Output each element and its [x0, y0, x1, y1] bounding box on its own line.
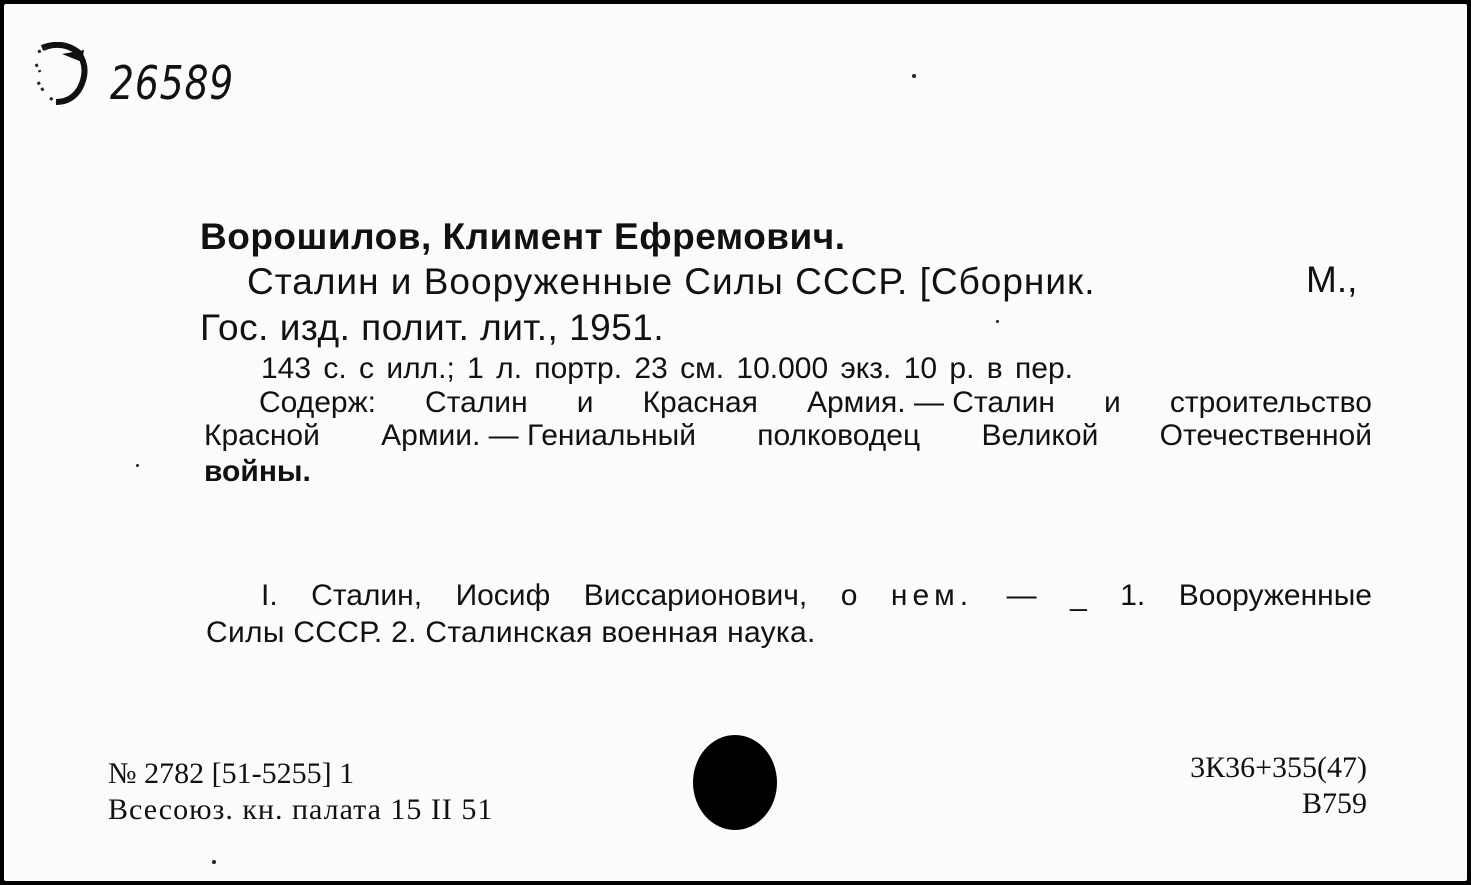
accession-number: 26589	[110, 56, 235, 110]
contents-word: Великой	[981, 419, 1099, 452]
speck	[996, 320, 999, 323]
contents-word: строительство	[1169, 386, 1372, 419]
publication-place: М.,	[1306, 259, 1358, 300]
stamp-icon	[32, 42, 90, 106]
publisher-year: Гос. изд. полит. лит., 1951.	[200, 307, 665, 348]
contents-line-3: войны.	[204, 455, 311, 488]
contents-word: и	[576, 386, 594, 419]
contents-word: Красной	[204, 419, 320, 452]
collation: 143 с. с илл.; 1 л. портр. 23 см. 10.000 экз. 10 р. в пер.	[261, 352, 1073, 385]
catalog-card	[4, 4, 1467, 881]
contents-word: полководец	[757, 419, 921, 452]
contents-word: Армия. — Сталин	[806, 386, 1055, 419]
author-heading: Ворошилов, Климент Ефремович.	[200, 216, 846, 257]
punch-hole	[693, 735, 777, 830]
speck	[912, 74, 916, 78]
subjects-line-2: Силы СССР. 2. Сталинская военная наука.	[206, 616, 816, 649]
book-chamber-stamp: Всесоюз. кн. палата 15 II 51	[108, 793, 494, 826]
subject-word: Вооруженные	[1178, 579, 1372, 612]
subject-word: Виссарионович,	[583, 579, 808, 612]
contents-word: Сталин	[425, 386, 528, 419]
speck	[212, 860, 216, 864]
subject-word: 1.	[1120, 579, 1146, 612]
subject-word: Сталин,	[311, 579, 423, 612]
subjects-line-1	[261, 579, 1372, 613]
cutter-number: В759	[1301, 787, 1367, 820]
contents-word: Армии. — Гениальный	[381, 419, 696, 452]
contents-word: и	[1103, 386, 1121, 419]
classification-code: 3К36+355(47)	[1190, 751, 1367, 784]
contents-word: Красная	[642, 386, 758, 419]
subject-word: Иосиф	[455, 579, 551, 612]
speck	[136, 464, 139, 467]
record-number: № 2782 [51-5255] 1	[108, 757, 355, 790]
contents-word: Содерж:	[259, 386, 376, 419]
subject-word: о	[840, 579, 858, 612]
contents-line-2	[204, 419, 1372, 453]
subject-word: нем.	[890, 579, 974, 612]
contents-word: Отечественной	[1159, 419, 1372, 452]
subject-word: I.	[261, 579, 278, 612]
subject-word: —	[1006, 579, 1037, 612]
subject-word: _	[1070, 579, 1087, 612]
contents-line-1	[259, 386, 1372, 420]
book-title: Сталин и Вооруженные Силы СССР. [Сборник.	[247, 261, 1096, 302]
